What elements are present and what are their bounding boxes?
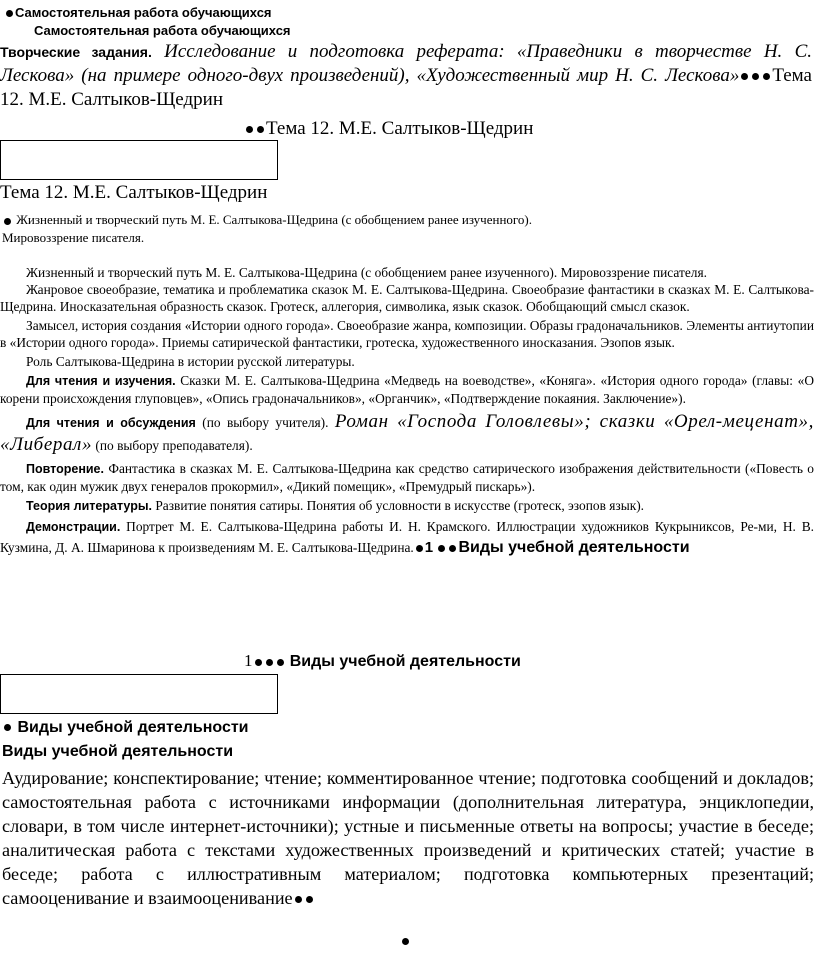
bullet-icon [4, 218, 11, 225]
bullet-icon [402, 938, 409, 945]
worldview-short: Мировоззрение писателя. [2, 230, 145, 245]
bullet-icon [741, 73, 748, 80]
bullet-icon [416, 545, 423, 552]
bullet-icon [449, 545, 456, 552]
tema-line-2: Тема 12. М.Е. Салтыков-Щедрин [244, 117, 533, 141]
bullet-icon [266, 659, 273, 666]
bullet-icon [438, 545, 445, 552]
paragraph: Жизненный и творческий путь М. Е. Салтыкова-Щедрина (с обобщением ранее изученного). Мировоззрение писателя. [26, 265, 707, 280]
bullet-icon [306, 896, 313, 903]
bullet-icon [255, 659, 262, 666]
main-body [0, 264, 814, 560]
paragraph: Замысел, история создания «Истории одного города». Своеобразие жанра, композиции. Образы градоначальников. Элементы антиутопии в «Истории одного города». Приемы сатирической фантастики, гротеска, художественного иносказания. Эзопов язык. [0, 318, 814, 350]
vidy-center-line: 1 Виды учебной деятельности [244, 651, 521, 670]
vidy-heading: Виды учебной деятельности [2, 743, 234, 760]
empty-box [0, 674, 278, 714]
bullet-icon [6, 10, 13, 17]
bullet-icon [752, 73, 759, 80]
empty-box [0, 140, 278, 180]
vidy-bullet: Виды учебной деятельности [2, 717, 249, 739]
bullet-icon [246, 126, 253, 133]
header-line-2: Самостоятельная работа обучающихся [34, 23, 291, 38]
paragraph: Жанровое своеобразие, тематика и проблематика сказок М. Е. Салтыкова-Щедрина. Своеобразие фантастики в сказках М. Е. Салтыкова-Щедрина. Иносказательная образность сказок. Гротеск, аллегория, символика, язык сказок. Обобщающий смысл сказок. [0, 282, 814, 314]
demo-paragraph: Демонстрации. Портрет М. Е. Салтыкова-Щедрина работы И. Н. Крамского. Иллюстрации художников Кукрыниксов, Ре-ми, Н. В. Кузмина, Д. А. Шмаринова к произведениям М. Е. Салтыкова-Щедрина. 1 Виды учебной деятельности [0, 519, 814, 556]
bullet-icon [763, 73, 770, 80]
creative-tasks: Творческие задания. Исследование и подготовка реферата: «Праведники в творчестве Н. С. Лескова» (на примере одного-двух произведений), «Художественный мир Н. С. Лескова» Тема 12. М.Е. Салтыков-Щедрин [0, 41, 812, 110]
bullet-icon [277, 659, 284, 666]
bullet-icon [295, 896, 302, 903]
repeat-paragraph: Повторение. Фантастика в сказках М. Е. Салтыкова-Щедрина как средство сатирического изображения действительности («Повесть о том, как один мужик двух генералов прокормил», «Дикий помещик», «Премудрый пискарь»). [0, 461, 814, 494]
bullet-icon [257, 126, 264, 133]
bullet-icon [4, 724, 11, 731]
reading-paragraph: Для чтения и изучения. Сказки М. Е. Салтыкова-Щедрина «Медведь на воеводстве», «Коняга». «История одного города» (главы: «О корени происхождения глуповцев», «Опись градоначальников», «Органчик», «Подтверждение покаяния. Заключение»). [0, 373, 814, 406]
header-line-1: Самостоятельная работа обучающихся [4, 5, 272, 21]
theory-paragraph: Теория литературы. Развитие понятия сатиры. Понятия об условности в искусстве (гротеск, эзопов язык). [26, 498, 645, 513]
life-short: Жизненный и творческий путь М. Е. Салтыкова-Щедрина (с обобщением ранее изученного). [2, 212, 532, 228]
paragraph: Роль Салтыкова-Щедрина в истории русской литературы. [26, 354, 355, 369]
discuss-paragraph: Для чтения и обсуждения (по выбору учителя). Роман «Господа Головлевы»; сказки «Орел-меценат», «Либерал» (по выбору преподавателя). [0, 411, 814, 455]
tema-heading: Тема 12. М.Е. Салтыков-Щедрин [0, 182, 268, 203]
vidy-text: Аудирование; конспектирование; чтение; комментированное чтение; подготовка сообщений и докладов; самостоятельная работа с источниками информации (дополнительная литература, энциклопедии, словари, в том числе интернет-источники); устные и письменные ответы на вопросы; участие в беседе; аналитическая работа с текстами художественных произведений и критических статей; участие в беседе; работа с иллюстративным материалом; подготовка компьютерных презентаций; самооценивание и взаимооценивание [2, 768, 814, 908]
